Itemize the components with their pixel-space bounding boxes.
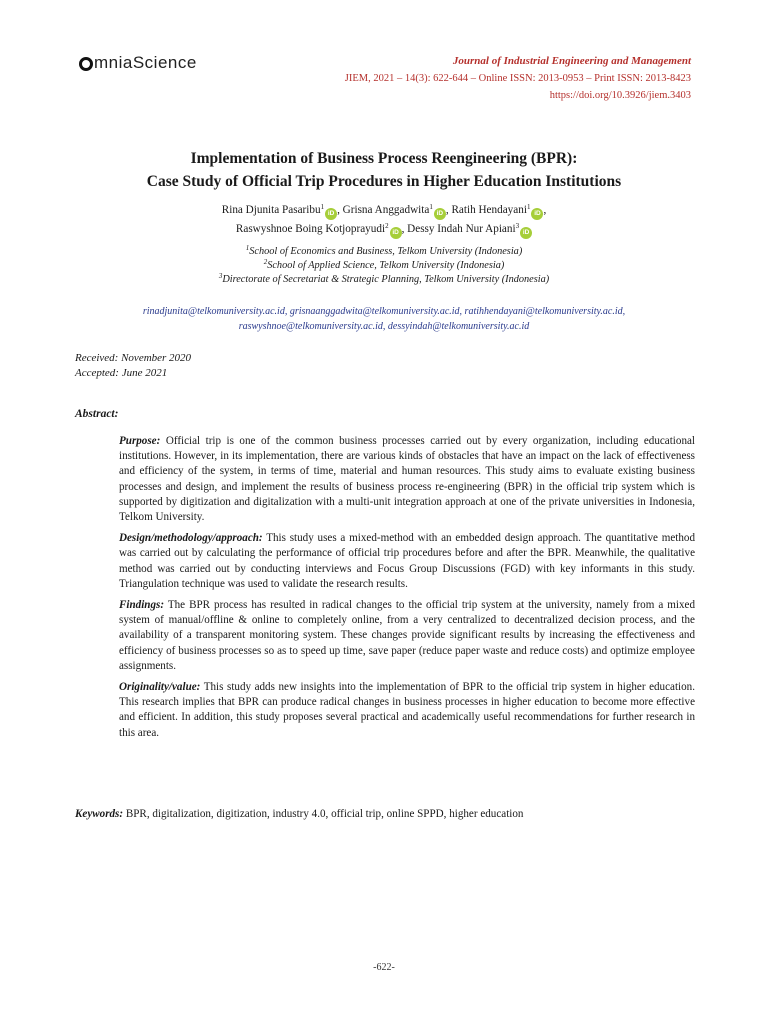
author-affil-number: 1 — [429, 203, 433, 211]
abstract-originality — [119, 680, 695, 741]
author-name: Ratih Hendayani — [451, 204, 527, 216]
affiliation-item — [60, 273, 708, 287]
received-date: Received: November 2020 — [75, 352, 192, 364]
originality-text: This study adds new insights into the implementation of BPR to the official trip system in higher education. This research implies that BPR can produce radical changes in business processes in higher education to become more effective and efficient. In addition, this study proposes several practical and academically useful recommendations for further research in this area. — [119, 681, 695, 739]
author-emails[interactable] — [60, 304, 708, 334]
author-affil-number: 3 — [515, 222, 520, 230]
author-name: Raswyshnoe Boing Kotjoprayudi — [235, 223, 386, 235]
findings-label: Findings: — [119, 599, 165, 612]
orcid-icon[interactable]: iD — [531, 208, 543, 220]
keywords-label: Keywords: — [75, 808, 124, 820]
design-text: This study uses a mixed-method with an embedded design approach. The quantitative method was carried out by calculating the performance of official trip procedures before and after the BPR. Meanwhile, the qualitative method was carried out by conducting interviews and Focus Group Discussions (FGD) with key informants in this study. Triangulation technique was used to validate the research results. — [119, 532, 696, 590]
findings-text: The BPR process has resulted in radical changes to the official trip system at the university, namely from a mixed system of manual/offline & online to completely online, from a very centralized to decentralized decision process, and the availability of a transparent monitoring system. These changes provide significant results by increasing the effectiveness and efficiency of business processes so as to speed up time, save paper (reduce paper waste and reduce costs) and optimize employee assignments. — [119, 599, 695, 672]
affiliation-number: 3 — [218, 272, 223, 280]
submission-dates — [75, 351, 191, 381]
affiliation-number: 1 — [245, 244, 250, 252]
author-separator: , — [543, 204, 547, 216]
journal-info: JIEM, 2021 – 14(3): 622-644 – Online ISSN: 2013-0953 – Print ISSN: 2013-8423 — [344, 73, 691, 84]
affiliation-text: School of Economics and Business, Telkom University (Indonesia) — [249, 246, 523, 257]
journal-header — [345, 53, 691, 104]
abstract-findings — [119, 598, 695, 674]
publisher-logo — [79, 53, 197, 73]
paper-title — [60, 147, 708, 193]
author-separator: , — [337, 204, 343, 216]
originality-label: Originality/value: — [119, 681, 201, 694]
author-separator: , — [445, 204, 452, 216]
author-name: Dessy Indah Nur Apiani — [407, 223, 516, 235]
author-list — [60, 201, 708, 239]
orcid-icon[interactable]: iD — [390, 227, 402, 239]
design-label: Design/methodology/approach: — [119, 532, 263, 545]
abstract-body — [119, 434, 695, 747]
affiliation-text: School of Applied Science, Telkom University (Indonesia) — [267, 260, 505, 271]
orcid-icon[interactable]: iD — [520, 227, 532, 239]
affiliation-text: Directorate of Secretariat & Strategic Planning, Telkom University (Indonesia) — [222, 274, 550, 285]
keywords — [75, 807, 523, 822]
abstract-design — [119, 531, 695, 592]
affiliation-item — [60, 259, 708, 273]
author-name: Rina Djunita Pasaribu — [221, 204, 321, 216]
orcid-icon[interactable]: iD — [325, 208, 337, 220]
author-separator: , — [401, 223, 408, 235]
affiliation-item — [60, 245, 708, 259]
logo-o-icon — [79, 57, 93, 71]
affiliation-list — [60, 245, 708, 287]
purpose-text: Official trip is one of the common business processes carried out by every organization, including educational institutions. However, in its implementation, there are various kinds of obstacles that have an impact on the lack of effectiveness and efficiency of the system, in terms of time, material and human resources. This study aims to evaluate existing business processes and design, and implement the results of business process re-engineering (BPR) in the official trip system which is supported by digitization and digitalization with a multi-unit integration approach at one of the private universities in Indonesia, Telkom University. — [119, 435, 695, 524]
purpose-label: Purpose: — [119, 435, 161, 447]
abstract-heading: Abstract: — [75, 408, 119, 420]
affiliation-number: 2 — [263, 258, 268, 266]
email-line-2[interactable]: raswyshnoe@telkomuniversity.ac.id, dessyindah@telkomuniversity.ac.id — [238, 321, 530, 332]
keywords-text: BPR, digitalization, digitization, industry 4.0, official trip, online SPPD, higher education — [125, 808, 524, 820]
abstract-purpose — [119, 434, 695, 525]
journal-name: Journal of Industrial Engineering and Management — [452, 55, 691, 67]
title-line-1: Implementation of Business Process Reengineering (BPR): — [190, 150, 578, 167]
author-affil-number: 1 — [526, 203, 531, 211]
title-line-2: Case Study of Official Trip Procedures in Higher Education Institutions — [146, 173, 622, 190]
email-line-1[interactable]: rinadjunita@telkomuniversity.ac.id, grisnaanggadwita@telkomuniversity.ac.id, ratihhendayani@telkomuniversity.ac.id, — [142, 306, 626, 317]
author-affil-number: 1 — [320, 203, 325, 211]
logo-text: mniaScience — [94, 53, 197, 72]
author-name: Grisna Anggadwita — [342, 204, 430, 216]
page-number: -622- — [373, 962, 395, 973]
doi-link[interactable]: https://doi.org/10.3926/jiem.3403 — [549, 90, 691, 101]
accepted-date: Accepted: June 2021 — [75, 367, 168, 379]
author-affil-number: 2 — [385, 222, 389, 230]
orcid-icon[interactable]: iD — [434, 208, 446, 220]
